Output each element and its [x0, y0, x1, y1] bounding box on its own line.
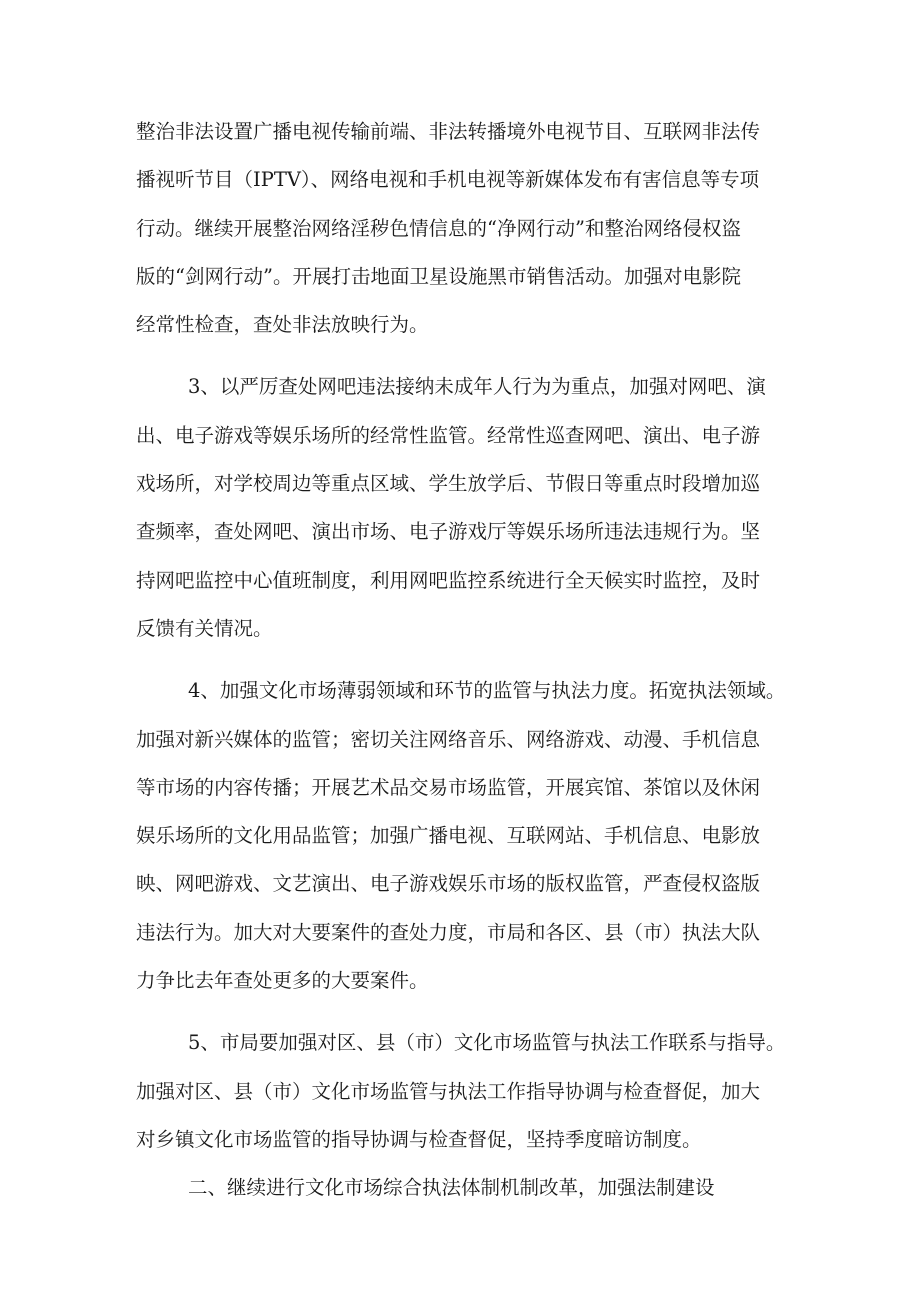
text-line: 对乡镇文化市场监管的指导协调与检查督促，坚持季度暗访制度。: [136, 1127, 702, 1151]
text-line: 娱乐场所的文化用品监管；加强广播电视、互联网站、手机信息、电影放: [136, 824, 761, 848]
text-line: 4、加强文化市场薄弱领域和环节的监管与执法力度。拓宽执法领域。: [188, 679, 786, 703]
text-line: 3、以严厉查处网吧违法接纳未成年人行为为重点，加强对网吧、演: [188, 375, 766, 399]
text-line: 经常性检查，查处非法放映行为。: [136, 313, 429, 337]
text-line: 播视听节目（IPTV）、网络电视和手机电视等新媒体发布有害信息等专项: [136, 168, 760, 192]
paragraph-item-4: [136, 667, 799, 1005]
paragraph-continuation: [136, 108, 799, 349]
text-line: 查频率，查处网吧、演出市场、电子游戏厅等娱乐场所违法违规行为。坚: [136, 520, 761, 544]
text-line: 反馈有关情况。: [136, 616, 273, 640]
text-line: 二、继续进行文化市场综合执法体制机制改革，加强法制建设: [188, 1176, 715, 1200]
text-line: 出、电子游戏等娱乐场所的经常性监管。经常性巡查网吧、演出、电子游: [136, 423, 761, 447]
text-line: 映、网吧游戏、文艺演出、电子游戏娱乐市场的版权监管，严查侵权盗版: [136, 872, 761, 896]
text-line: 戏场所，对学校周边等重点区域、学生放学后、节假日等重点时段增加巡: [136, 472, 761, 496]
text-line: 持网吧监控中心值班制度，利用网吧监控系统进行全天候实时监控，及时: [136, 568, 761, 592]
paragraph-item-5: [136, 1019, 799, 1164]
text-line: 整治非法设置广播电视传输前端、非法转播境外电视节目、互联网非法传: [136, 120, 761, 143]
text-line: 等市场的内容传播；开展艺术品交易市场监管，开展宾馆、茶馆以及休闲: [136, 775, 761, 799]
text-line: 行动。继续开展整治网络淫秽色情信息的“净网行动”和整治网络侵权盗: [136, 216, 741, 240]
text-line: 力争比去年查处更多的大要案件。: [136, 969, 429, 993]
text-line: 版的“剑网行动”。开展打击地面卫星设施黑市销售活动。加强对电影院: [136, 264, 741, 288]
text-line: 违法行为。加大对大要案件的查处力度，市局和各区、县（市）执法大队: [136, 920, 761, 944]
text-line: 加强对新兴媒体的监管；密切关注网络音乐、网络游戏、动漫、手机信息: [136, 727, 761, 751]
section-heading-2: [136, 1164, 799, 1212]
body-text: [136, 108, 799, 1213]
text-line: 5、市局要加强对区、县（市）文化市场监管与执法工作联系与指导。: [188, 1031, 786, 1055]
paragraph-item-3: [136, 363, 799, 653]
text-line: 加强对区、县（市）文化市场监管与执法工作指导协调与检查督促，加大: [136, 1079, 761, 1103]
